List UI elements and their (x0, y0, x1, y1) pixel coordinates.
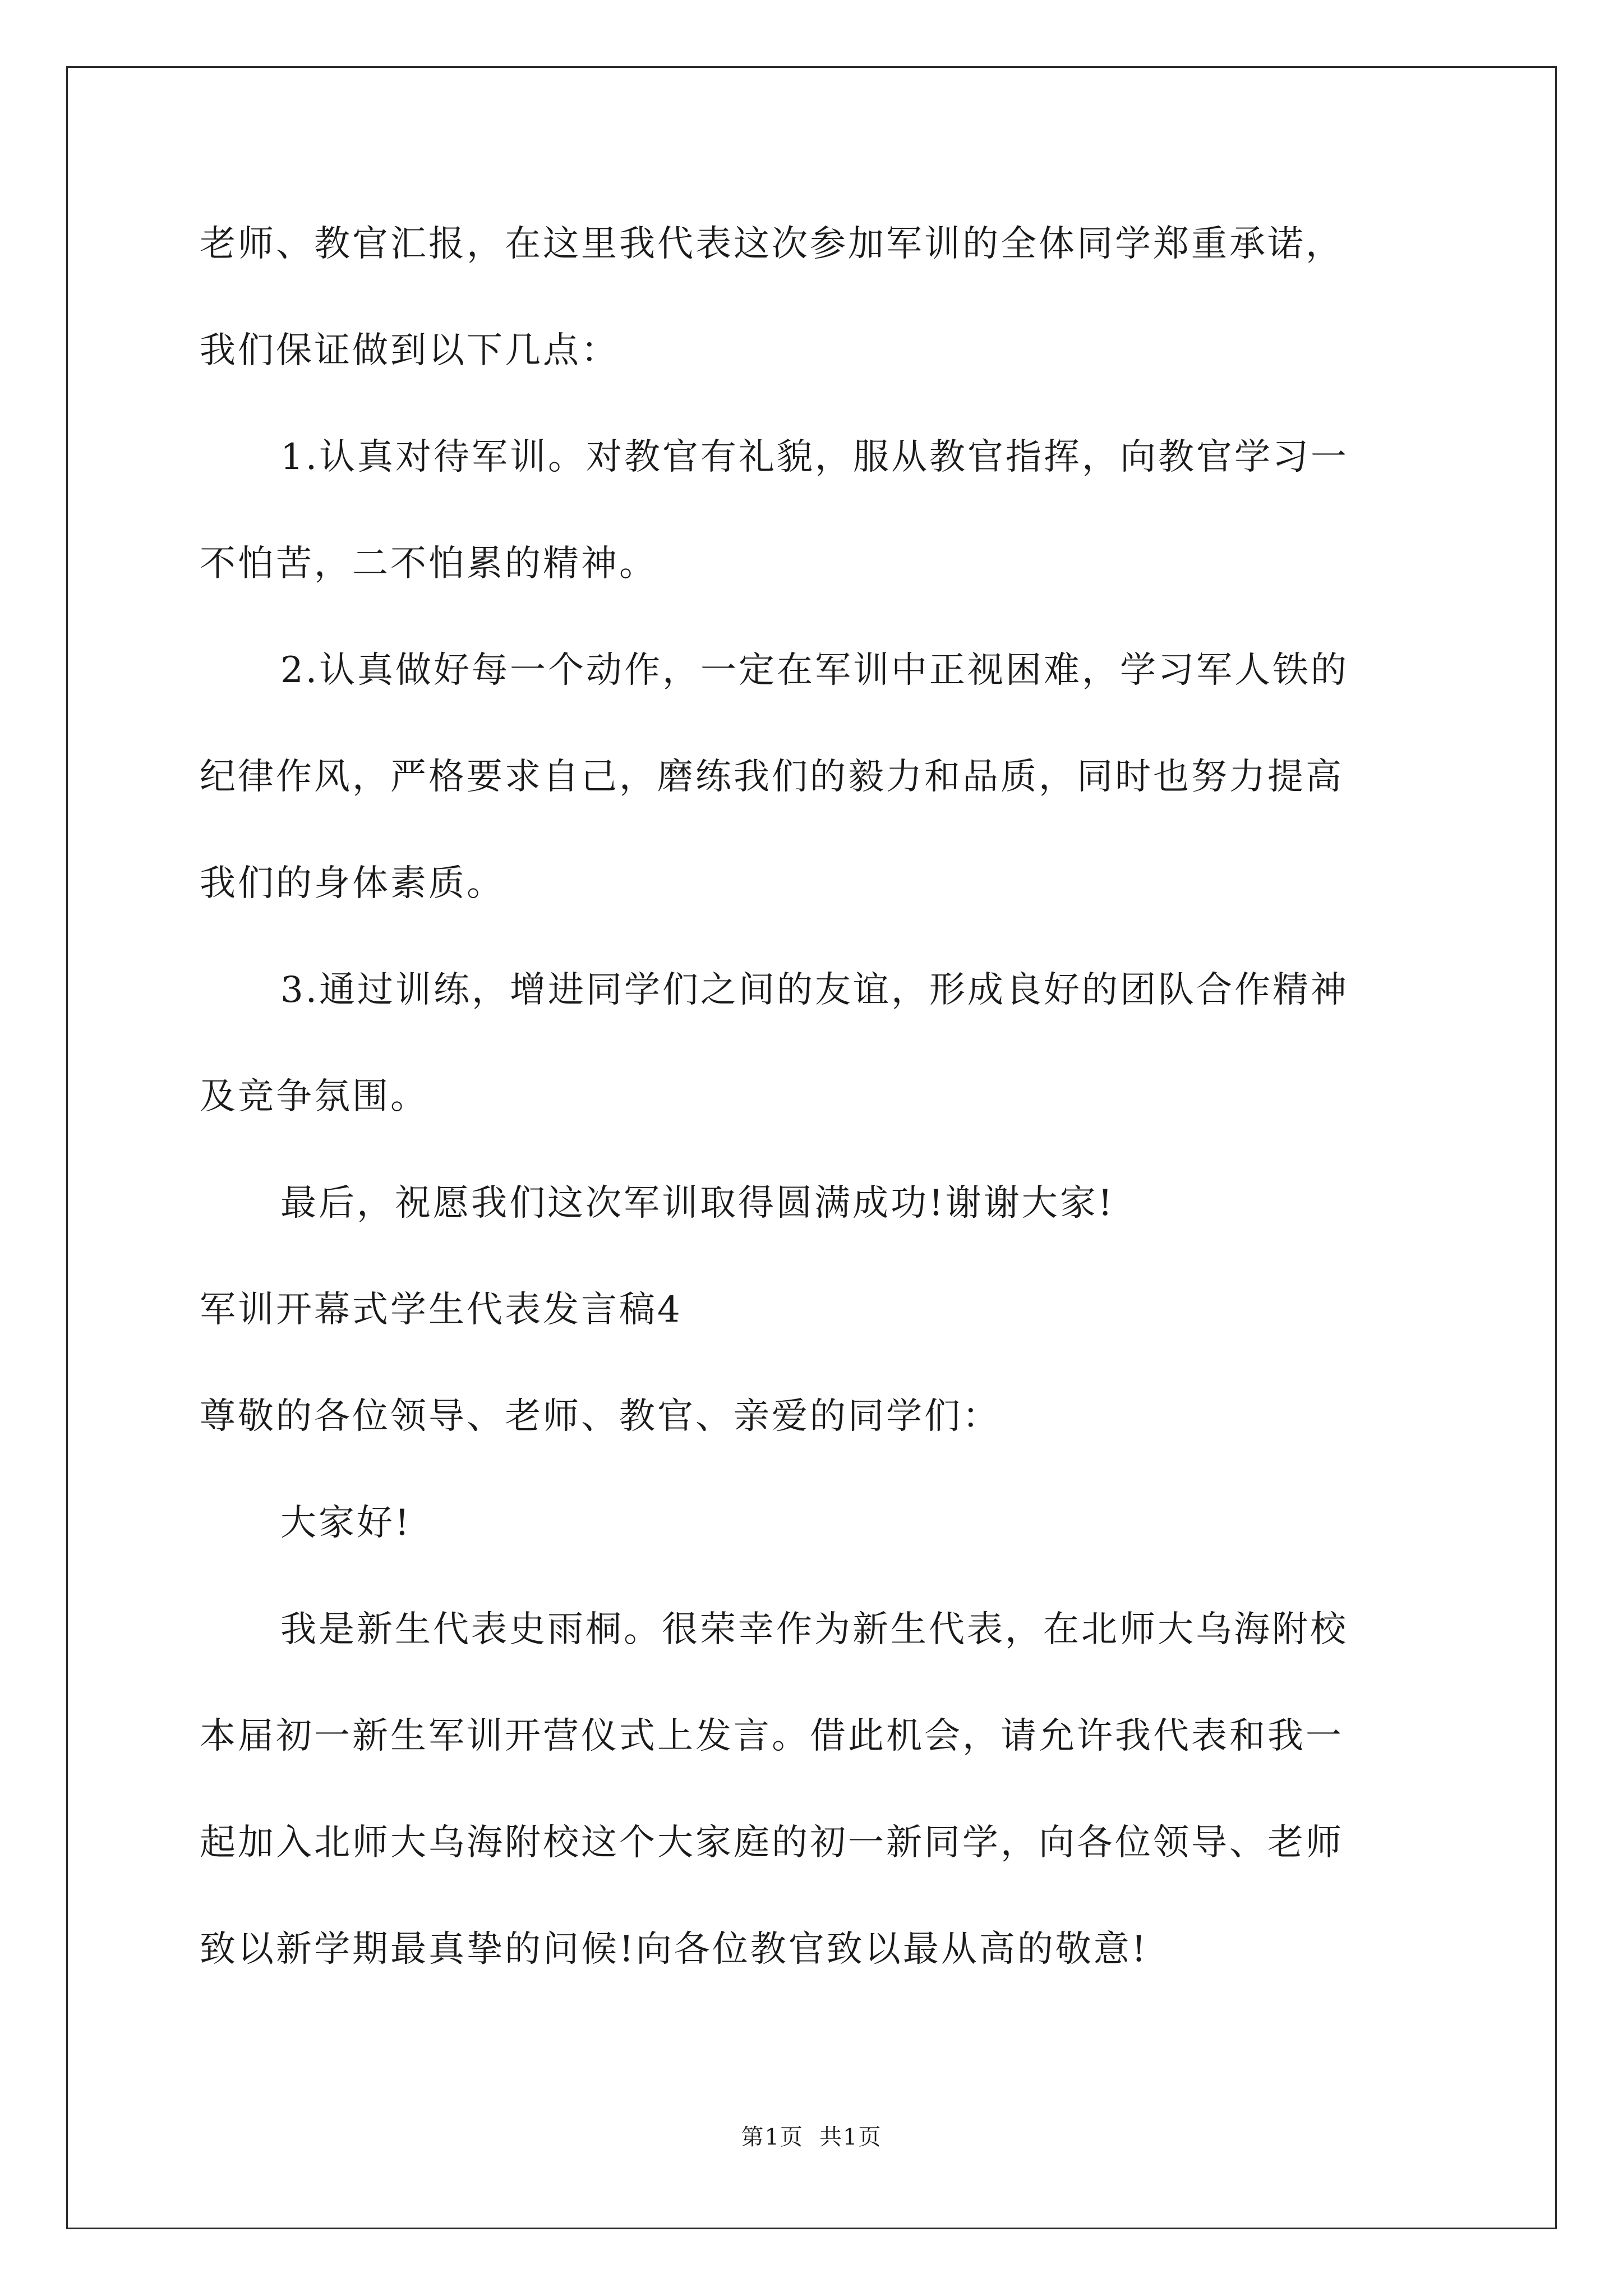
list-item-2-line-2: 纪律作风，严格要求自己，磨练我们的毅力和品质，同时也努力提高 (200, 756, 1344, 798)
list-item-3-line-1: 3.通过训练，增进同学们之间的友谊，形成良好的团队合作精神 (280, 969, 1349, 1011)
greeting: 大家好! (280, 1502, 412, 1544)
page-number-current: 第1页 (741, 2124, 804, 2150)
list-item-1-line-1: 1.认真对待军训。对教官有礼貌，服从教官指挥，向教官学习一 (280, 436, 1349, 478)
list-item-1-line-2: 不怕苦，二不怕累的精神。 (200, 543, 657, 585)
list-item-2-line-3: 我们的身体素质。 (200, 863, 505, 904)
page-footer (0, 2120, 1623, 2154)
paragraph-line-2: 我们保证做到以下几点： (200, 330, 619, 371)
page-border (66, 66, 1557, 2229)
section-title: 军训开幕式学生代表发言稿4 (200, 1289, 683, 1331)
body-paragraph-line-4: 致以新学期最真挚的问候!向各位教官致以最从高的敬意! (200, 1929, 1149, 1970)
list-item-2-line-1: 2.认真做好每一个动作，一定在军训中正视困难，学习军人铁的 (280, 650, 1349, 691)
body-paragraph-line-2: 本届初一新生军训开营仪式上发言。借此机会，请允许我代表和我一 (200, 1715, 1344, 1757)
paragraph-line-1: 老师、教官汇报，在这里我代表这次参加军训的全体同学郑重承诺， (200, 223, 1344, 265)
salutation: 尊敬的各位领导、老师、教官、亲爱的同学们： (200, 1396, 1000, 1437)
body-paragraph-line-1: 我是新生代表史雨桐。很荣幸作为新生代表，在北师大乌海附校 (280, 1609, 1348, 1650)
list-item-3-line-2: 及竞争氛围。 (200, 1076, 428, 1117)
body-paragraph-line-3: 起加入北师大乌海附校这个大家庭的初一新同学，向各位领导、老师 (200, 1822, 1344, 1864)
closing-line: 最后，祝愿我们这次军训取得圆满成功!谢谢大家! (280, 1182, 1115, 1224)
page-number-total: 共1页 (819, 2124, 882, 2150)
